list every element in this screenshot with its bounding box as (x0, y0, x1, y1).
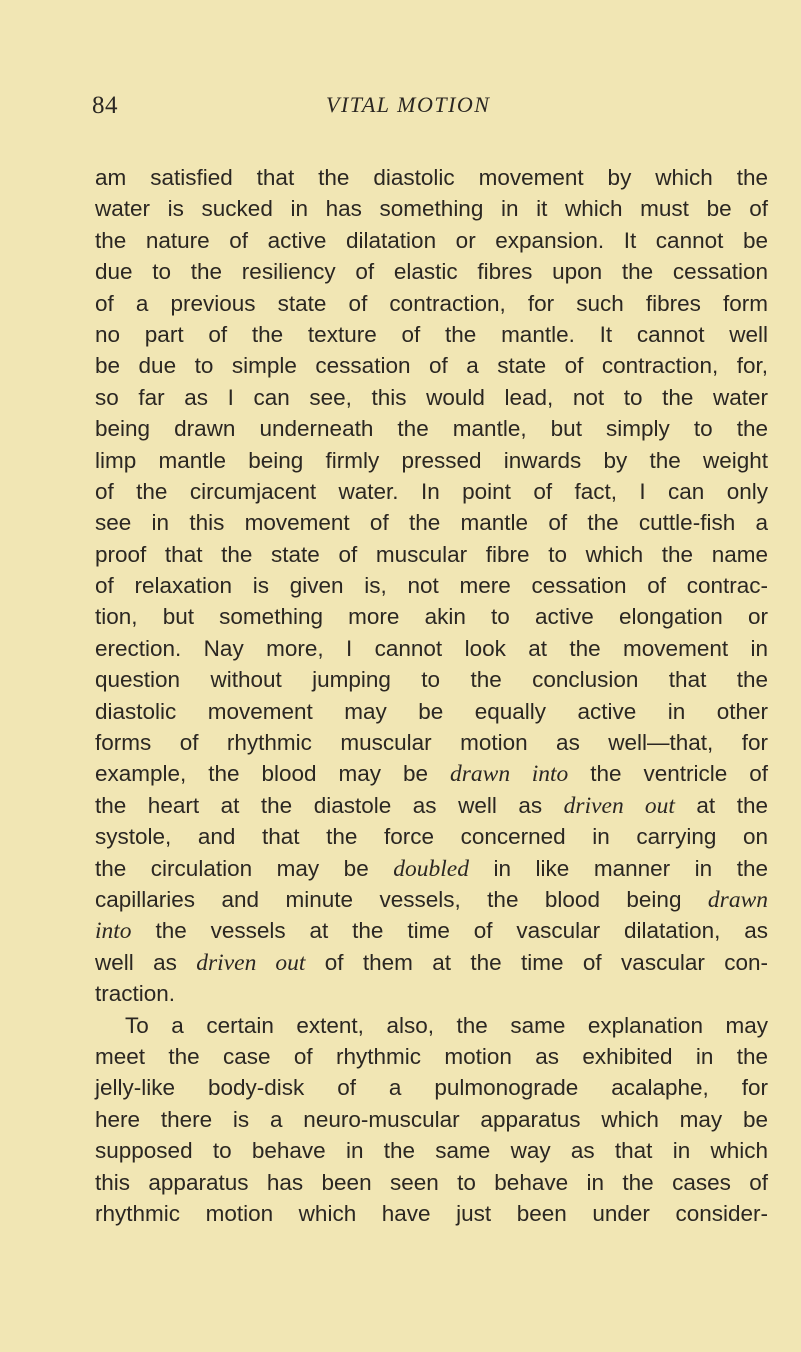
italic-text: into (95, 918, 132, 945)
text-line (95, 758, 768, 789)
text-segment: of the circumjacent water. In point of fact, I can only (95, 478, 768, 504)
text-line (95, 947, 768, 978)
text-segment: To a certain extent, also, the same explanation may (125, 1012, 768, 1038)
text-segment: rhythmic motion which have just been under consider- (95, 1200, 768, 1226)
text-segment: the vessels at the time of vascular dilatation, as (131, 918, 768, 944)
text-segment: systole, and that the force concerned in carrying on (95, 824, 768, 850)
text-segment: due to the resiliency of elastic fibres upon the cessation (95, 259, 768, 285)
italic-text: driven out (563, 792, 675, 819)
text-line (95, 821, 768, 852)
text-line (95, 162, 768, 193)
text-line (95, 633, 768, 664)
text-segment: see in this movement of the mantle of the cuttle-fish a (95, 510, 768, 536)
text-segment: the nature of active dilatation or expansion. It cannot be (95, 227, 768, 253)
text-line (95, 570, 768, 601)
text-segment: well as (95, 949, 197, 975)
text-line (95, 664, 768, 695)
text-segment: no part of the texture of the mantle. It cannot well (95, 321, 768, 347)
text-segment: forms of rhythmic muscular motion as well—that, for (95, 730, 768, 756)
text-segment: this apparatus has been seen to behave in the cases of (95, 1169, 768, 1195)
text-segment: at the (674, 792, 768, 818)
text-segment: tion, but something more akin to active elongation or (95, 604, 768, 630)
text-line (95, 225, 768, 256)
text-line (95, 1198, 768, 1229)
text-line (95, 1104, 768, 1135)
text-segment: am satisfied that the diastolic movement by which the (95, 165, 768, 190)
text-segment: here there is a neuro-muscular apparatus which may be (95, 1106, 768, 1132)
text-line (95, 1010, 768, 1041)
text-segment: in like manner in the (468, 855, 768, 881)
text-segment: diastolic movement may be equally active in other (95, 698, 768, 724)
text-line (95, 256, 768, 287)
text-line (95, 413, 768, 444)
text-segment: capillaries and minute vessels, the blood being (95, 886, 708, 912)
running-head (92, 92, 782, 128)
text-line (95, 539, 768, 570)
text-segment: traction. (95, 981, 176, 1007)
text-segment: jelly-like body-disk of a pulmonograde acalaphe, for (95, 1075, 768, 1101)
text-segment: of a previous state of contraction, for such fibres form (95, 290, 768, 316)
text-segment: the ventricle of (568, 761, 769, 787)
text-segment: question without jumping to the conclusion that the (95, 667, 768, 693)
text-segment: being drawn underneath the mantle, but simply to the (95, 416, 768, 442)
text-segment: the circulation may be (95, 855, 394, 881)
text-line (95, 727, 768, 758)
text-segment: the heart at the diastole as well as (95, 792, 564, 818)
text-line (95, 382, 768, 413)
running-title: VITAL MOTION (326, 92, 491, 117)
italic-text: doubled (393, 855, 469, 882)
text-line (95, 476, 768, 507)
text-segment: of them at the time of vascular con- (305, 949, 768, 975)
text-segment: water is sucked in has something in it which must be of (95, 196, 768, 222)
text-segment: proof that the state of muscular fibre to which the name (95, 541, 768, 567)
italic-text: drawn (707, 886, 768, 913)
text-line (95, 288, 768, 319)
text-line (95, 350, 768, 381)
text-line (95, 1072, 768, 1103)
text-segment: limp mantle being firmly pressed inwards by the weight (95, 447, 768, 473)
text-line (95, 853, 768, 884)
text-line (95, 601, 768, 632)
text-line (95, 978, 768, 1009)
italic-text: driven out (196, 949, 306, 976)
text-line (95, 1167, 768, 1198)
text-line (95, 884, 768, 915)
text-line (95, 507, 768, 538)
text-segment: of relaxation is given is, not mere cessation of contrac- (95, 573, 768, 599)
text-segment: supposed to behave in the same way as that in which (95, 1138, 768, 1164)
text-line (95, 1135, 768, 1166)
text-segment: meet the case of rhythmic motion as exhibited in the (95, 1043, 768, 1069)
text-line (95, 193, 768, 224)
text-line (95, 915, 768, 946)
text-segment: be due to simple cessation of a state of contraction, for, (95, 353, 768, 379)
body-text (95, 162, 768, 1229)
text-line (95, 445, 768, 476)
text-line (95, 319, 768, 350)
text-line (95, 1041, 768, 1072)
text-segment: erection. Nay more, I cannot look at the movement in (95, 635, 768, 661)
text-segment: example, the blood may be (95, 761, 451, 787)
text-line (95, 696, 768, 727)
italic-text: drawn into (450, 761, 569, 788)
text-segment: so far as I can see, this would lead, not to the water (95, 384, 768, 410)
text-line (95, 790, 768, 821)
page-number: 84 (92, 92, 118, 119)
